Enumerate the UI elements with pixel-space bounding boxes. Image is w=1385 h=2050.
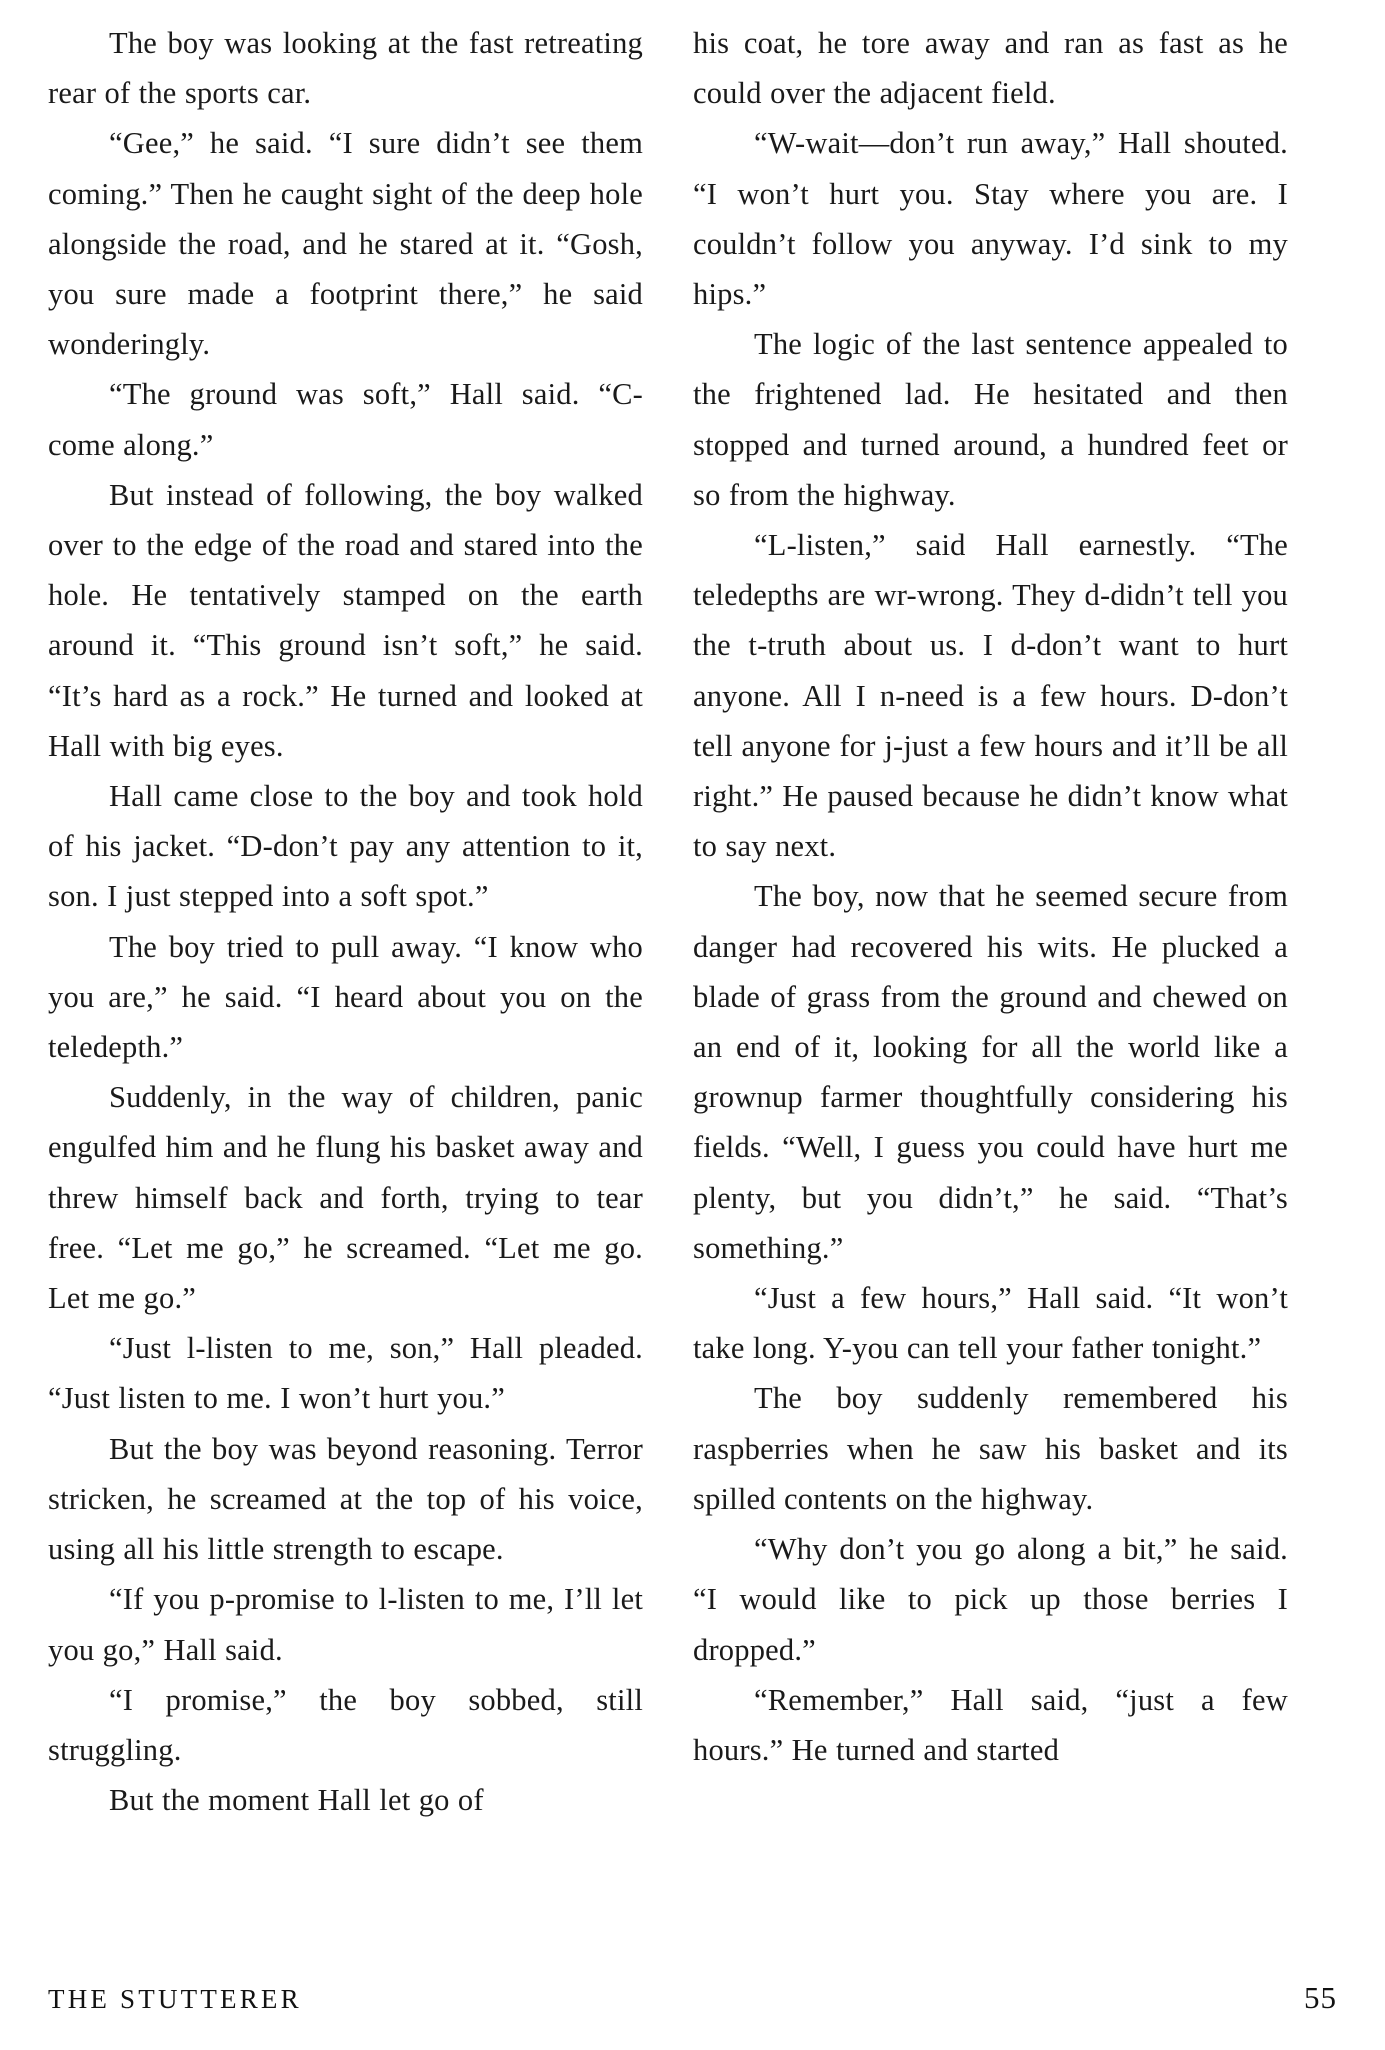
paragraph: “The ground was soft,” Hall said. “C-come along.” [48,377,643,462]
paragraph: But the boy was beyond reasoning. Terror stricken, he screamed at the top of his voice, using all his little strength to escape. [48,1431,643,1567]
paragraph: “Why don’t you go along a bit,” he said. “I would like to pick up those berries I dropped.” [693,1532,1288,1667]
paragraph: The boy, now that he seemed secure from danger had recovered his wits. He plucked a blade of grass from the ground and chewed on an end of it, looking for all the world like a grownup farmer thoughtfully considering his fields. “Well, I guess you could have hurt me plenty, but you didn’t,” he said. “That’s something.” [693,879,1288,1265]
paragraph: “Just a few hours,” Hall said. “It won’t take long. Y-you can tell your father tonight.” [693,1281,1288,1366]
paragraph: “I promise,” the boy sobbed, still struggling. [48,1682,643,1767]
paragraph: “If you p-promise to l-listen to me, I’ll let you go,” Hall said. [48,1582,643,1667]
paragraph: “Just l-listen to me, son,” Hall pleaded. “Just listen to me. I won’t hurt you.” [48,1331,643,1416]
paragraph: Hall came close to the boy and took hold of his jacket. “D-don’t pay any attention to it, son. I just stepped into a soft spot.” [48,779,643,914]
paragraph: The logic of the last sentence appealed to the frightened lad. He hesitated and then stopped and turned around, a hundred feet or so from the highway. [693,327,1288,512]
right-column [693,18,1288,1898]
paragraph: The boy was looking at the fast retreating rear of the sports car. [48,26,643,111]
paragraph: The boy suddenly remembered his raspberries when he saw his basket and its spilled contents on the highway. [693,1381,1288,1516]
paragraph: The boy tried to pull away. “I know who you are,” he said. “I heard about you on the teledepth.” [48,929,643,1065]
paragraph: “W-wait—don’t run away,” Hall shouted. “I won’t hurt you. Stay where you are. I couldn’t follow you anyway. I’d sink to my hips.” [693,126,1288,312]
paragraph: his coat, he tore away and ran as fast as he could over the adjacent field. [693,26,1288,111]
paragraph: “Remember,” Hall said, “just a few hours.” He turned and started [693,1682,1288,1767]
page-number: 55 [1304,1980,1337,2015]
paragraph: “L-listen,” said Hall earnestly. “The teledepths are wr-wrong. They d-didn’t tell you the t-truth about us. I d-don’t want to hurt anyone. All I n-need is a few hours. D-don’t tell anyone for j-just a few hours and it’ll be all right.” He paused because he didn’t know what to say next. [693,528,1288,864]
paragraph: Suddenly, in the way of children, panic engulfed him and he flung his basket away and threw himself back and forth, trying to tear free. “Let me go,” he screamed. “Let me go. Let me go.” [48,1080,643,1316]
text-columns [48,18,1337,1898]
left-column [48,18,643,1898]
paragraph: “Gee,” he said. “I sure didn’t see them coming.” Then he caught sight of the deep hole alongside the road, and he stared at it. “Gosh, you sure made a footprint there,” he said wonderingly. [48,126,643,362]
paragraph: But the moment Hall let go of [109,1783,484,1818]
paragraph: But instead of following, the boy walked over to the edge of the road and stared into the hole. He tentatively stamped on the earth around it. “This ground isn’t soft,” he said. “It’s hard as a rock.” He turned and looked at Hall with big eyes. [48,477,643,763]
page-footer [48,1980,1337,2016]
running-head: THE STUTTERER [48,1984,302,2014]
